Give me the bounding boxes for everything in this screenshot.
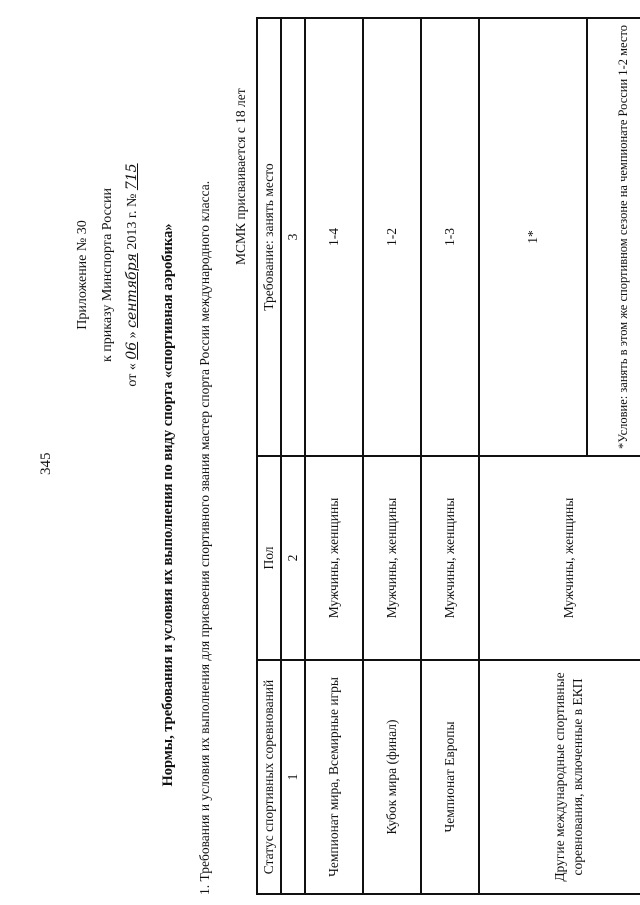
intro-paragraph: 1. Требования и условия их выполнения для присвоения спортивного звания мастер спорта России международного класса. xyxy=(197,180,212,895)
page-number: 345 xyxy=(38,452,54,475)
cell-gender: Мужчины, женщины xyxy=(479,456,640,660)
date-year: 2013 г. № xyxy=(125,193,140,250)
cell-status: Чемпионат Европы xyxy=(421,660,479,894)
cell-place: 1-3 xyxy=(421,18,479,456)
cell-status: Чемпионат мира, Всемирные игры xyxy=(305,660,363,894)
table-row xyxy=(363,18,421,894)
table-header-row xyxy=(257,18,281,894)
age-note: МСМК присваивается с 18 лет xyxy=(233,88,248,265)
order-number: 715 xyxy=(124,163,140,191)
appendix-header xyxy=(70,145,145,405)
header-gender: Пол xyxy=(257,456,281,660)
cell-note: *Условие: занять в этом же спортивном сезоне на чемпионате России 1-2 место xyxy=(587,18,640,456)
cell-place: 1-2 xyxy=(363,18,421,456)
table-row xyxy=(479,18,587,894)
table-number-row xyxy=(281,18,305,894)
requirements-table xyxy=(256,17,640,895)
appendix-date-line xyxy=(120,145,145,405)
cell-gender: Мужчины, женщины xyxy=(363,456,421,660)
appendix-line-1: Приложение № 30 xyxy=(75,220,90,330)
header-status: Статус спортивных соревнований xyxy=(257,660,281,894)
column-number: 1 xyxy=(281,660,305,894)
date-separator: » xyxy=(125,331,140,339)
date-month: сентября xyxy=(124,253,140,328)
cell-gender: Мужчины, женщины xyxy=(421,456,479,660)
cell-place: 1* xyxy=(479,18,587,456)
document-title: Нормы, требования и условия их выполнения по виду спорта «спортивная аэробика» xyxy=(160,223,176,787)
cell-status: Другие международные спортивные соревнования, включенные в ЕКП xyxy=(479,660,640,894)
table-row xyxy=(421,18,479,894)
date-day: 06 xyxy=(124,341,140,360)
column-number: 3 xyxy=(281,18,305,456)
table-row xyxy=(305,18,363,894)
cell-gender: Мужчины, женщины xyxy=(305,456,363,660)
date-prefix: от « xyxy=(125,363,140,387)
appendix-line-2: к приказу Минспорта России xyxy=(100,188,115,362)
cell-status: Кубок мира (финал) xyxy=(363,660,421,894)
cell-place: 1-4 xyxy=(305,18,363,456)
header-place: Требование: занять место xyxy=(257,18,281,456)
column-number: 2 xyxy=(281,456,305,660)
